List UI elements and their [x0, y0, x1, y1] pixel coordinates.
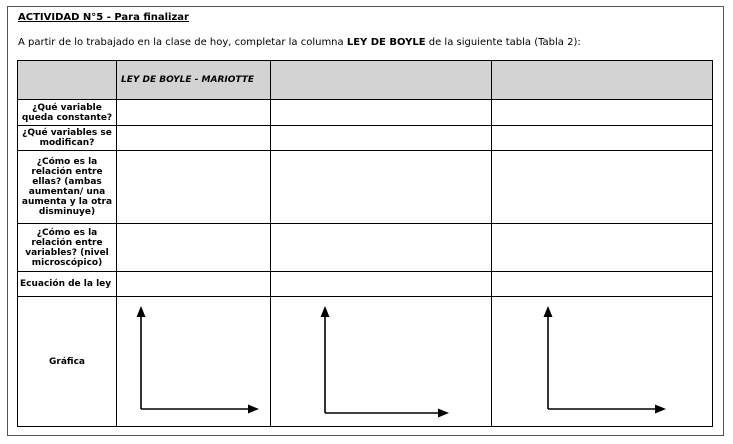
answer-cell[interactable]: [492, 126, 713, 151]
answer-cell[interactable]: [271, 126, 492, 151]
row-label-relation-macroscopic: ¿Cómo es la relación entre ellas? (ambas aumentan/ una aumenta y la otra disminuye): [18, 151, 117, 224]
answer-cell[interactable]: [117, 100, 271, 126]
graph-cell[interactable]: [492, 297, 713, 427]
answer-cell[interactable]: [271, 100, 492, 126]
header-column-4: [492, 61, 713, 100]
row-label-graph: Gráfica: [18, 297, 117, 427]
table-header-row: [18, 61, 713, 100]
answer-cell[interactable]: [271, 151, 492, 224]
answer-cell[interactable]: [271, 224, 492, 272]
table-row: [18, 297, 713, 427]
table-row: [18, 272, 713, 297]
table-row: [18, 100, 713, 126]
empty-xy-axes-icon: [492, 297, 713, 426]
table-row: [18, 224, 713, 272]
activity-title: ACTIVIDAD N°5 - Para finalizar: [18, 12, 189, 23]
answer-cell[interactable]: [492, 224, 713, 272]
empty-xy-axes-icon: [117, 297, 271, 426]
answer-cell[interactable]: [492, 272, 713, 297]
row-label-constant-variable: ¿Qué variable queda constante?: [18, 100, 117, 126]
answer-cell[interactable]: [117, 151, 271, 224]
graph-cell[interactable]: [117, 297, 271, 427]
table-row: [18, 126, 713, 151]
instructions: [18, 37, 581, 48]
answer-cell[interactable]: [117, 126, 271, 151]
answer-cell[interactable]: [492, 100, 713, 126]
empty-xy-axes-icon: [271, 297, 492, 426]
comparison-table: [17, 60, 713, 427]
instructions-text-end: de la siguiente tabla (Tabla 2):: [425, 37, 581, 48]
graph-cell[interactable]: [271, 297, 492, 427]
row-label-relation-microscopic: ¿Cómo es la relación entre variables? (nivel microscópico): [18, 224, 117, 272]
answer-cell[interactable]: [117, 272, 271, 297]
row-label-modified-variables: ¿Qué variables se modifican?: [18, 126, 117, 151]
header-column-3: [271, 61, 492, 100]
answer-cell[interactable]: [492, 151, 713, 224]
header-boyle-mariotte: LEY DE BOYLE - MARIOTTE: [117, 61, 271, 100]
answer-cell[interactable]: [271, 272, 492, 297]
table-row: [18, 151, 713, 224]
row-label-equation: Ecuación de la ley: [18, 272, 117, 297]
instructions-bold: LEY DE BOYLE: [346, 37, 426, 48]
header-corner-cell: [18, 61, 117, 100]
instructions-text-start: A partir de lo trabajado en la clase de hoy, completar la columna: [18, 37, 347, 48]
answer-cell[interactable]: [117, 224, 271, 272]
